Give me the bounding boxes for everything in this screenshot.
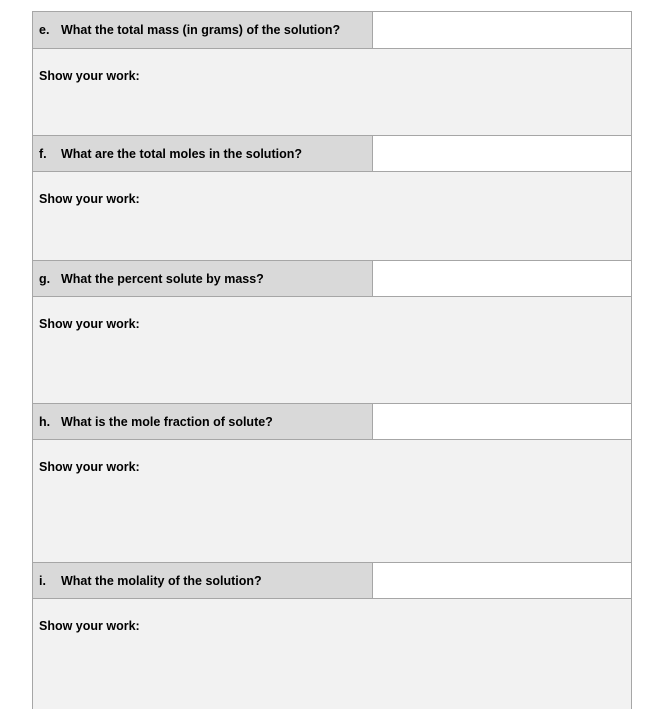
work-area-h[interactable] bbox=[32, 440, 632, 562]
work-label: Show your work: bbox=[39, 317, 140, 331]
question-row-g bbox=[32, 260, 632, 297]
work-label: Show your work: bbox=[39, 619, 140, 633]
work-label: Show your work: bbox=[39, 69, 140, 83]
question-letter: h. bbox=[39, 414, 51, 429]
worksheet bbox=[32, 11, 632, 709]
question-letter: f. bbox=[39, 146, 47, 161]
question-label-f bbox=[33, 136, 373, 171]
question-text: What is the mole fraction of solute? bbox=[61, 414, 273, 429]
work-area-g[interactable] bbox=[32, 297, 632, 403]
question-label-e bbox=[33, 12, 373, 48]
question-row-i bbox=[32, 562, 632, 599]
question-row-f bbox=[32, 135, 632, 172]
question-text: What the molality of the solution? bbox=[61, 573, 262, 588]
question-label-h bbox=[33, 404, 373, 439]
question-label-i bbox=[33, 563, 373, 598]
question-letter: i. bbox=[39, 573, 46, 588]
work-label: Show your work: bbox=[39, 192, 140, 206]
question-text: What the total mass (in grams) of the solution? bbox=[61, 23, 341, 37]
question-letter: e. bbox=[39, 23, 50, 37]
question-letter: g. bbox=[39, 271, 51, 286]
work-area-i[interactable] bbox=[32, 599, 632, 709]
answer-box-g[interactable] bbox=[373, 261, 631, 296]
work-area-f[interactable] bbox=[32, 172, 632, 260]
question-label-g bbox=[33, 261, 373, 296]
work-label: Show your work: bbox=[39, 460, 140, 474]
answer-box-i[interactable] bbox=[373, 563, 631, 598]
question-row-e bbox=[32, 11, 632, 49]
answer-box-f[interactable] bbox=[373, 136, 631, 171]
question-row-h bbox=[32, 403, 632, 440]
answer-box-e[interactable] bbox=[373, 12, 631, 48]
answer-box-h[interactable] bbox=[373, 404, 631, 439]
work-area-e[interactable] bbox=[32, 49, 632, 135]
question-text: What the percent solute by mass? bbox=[61, 271, 264, 286]
question-text: What are the total moles in the solution? bbox=[61, 146, 302, 161]
